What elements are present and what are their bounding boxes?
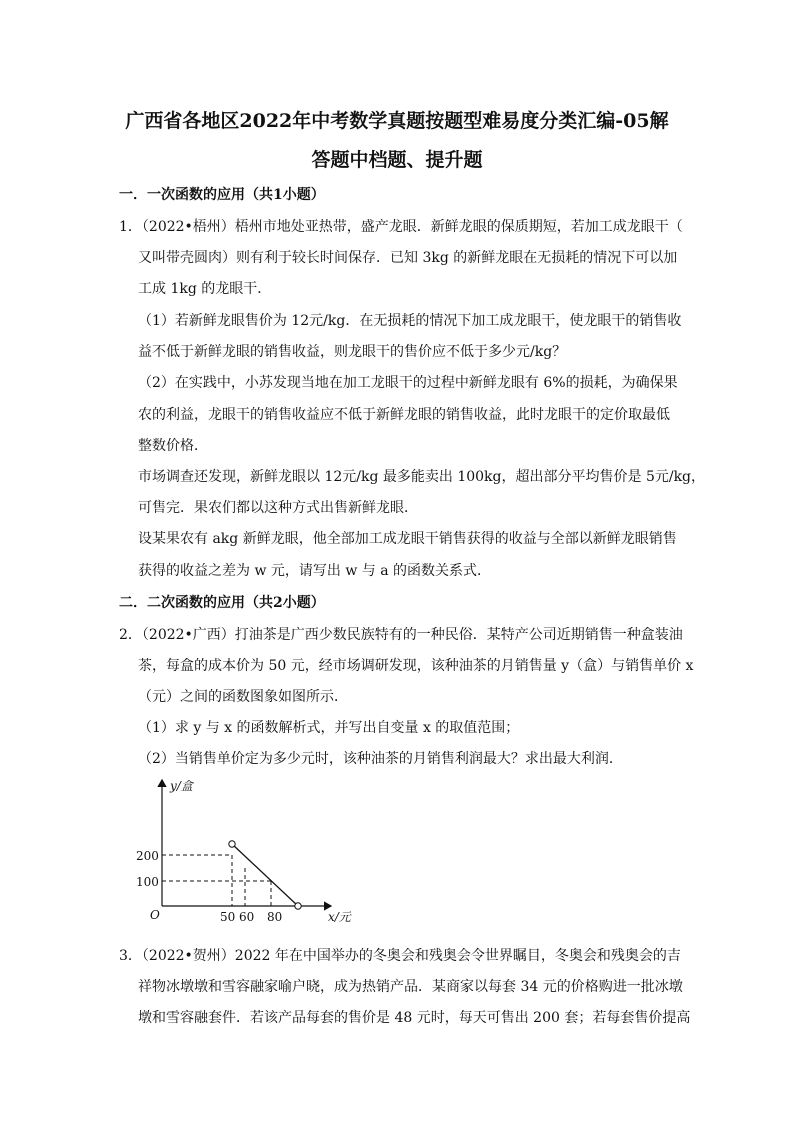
y-tick-label-200: 200 xyxy=(136,849,159,863)
question-2-line: 茶，每盒的成本价为 50 元，经市场调研发现，该种油茶的月销售量 y（盒）与销售单价 x xyxy=(138,658,694,674)
question-1-line: 农的利益，龙眼干的销售收益应不低于新鲜龙眼的销售收益，此时龙眼干的定价取最低 xyxy=(138,407,670,423)
question-1-line: 整数价格． xyxy=(138,438,208,454)
question-1-line: 市场调查还发现，新鲜龙眼以 12元/kg 最多能卖出 100kg，超出部分平均售价是 5元/kg， xyxy=(138,469,706,485)
question-1-line: （2）在实践中，小苏发现当地在加工龙眼干的过程中新鲜龙眼有 6%的损耗，为确保果 xyxy=(138,375,678,391)
y-axis-label: y/盒 xyxy=(170,779,193,793)
question-3-line: 3．（2022•贺州）2022 年在中国举办的冬奥会和残奥会令世界瞩目，冬奥会和残奥会的吉 xyxy=(119,948,681,964)
question-2-line: （2）当销售单价定为多少元时，该种油茶的月销售利润最大？求出最大利润． xyxy=(138,751,623,767)
origin-label: O xyxy=(150,908,160,922)
question-1-line: 获得的收益之差为 w 元，请写出 w 与 a 的函数关系式． xyxy=(138,563,492,579)
x-tick-label-60: 60 xyxy=(239,910,255,924)
question-3-line: 墩和雪容融套件．若该产品每套的售价是 48 元时，每天可售出 200 套；若每套售价提高 xyxy=(138,1010,691,1026)
section-heading-quadratic-function: 二．二次函数的应用（共2小题） xyxy=(119,595,325,611)
question-2-line: 2．（2022•广西）打油茶是广西少数民族特有的一种民俗．某特产公司近期销售一种盒装油 xyxy=(119,627,683,643)
question-1-line: 工成 1kg 的龙眼干． xyxy=(138,281,272,297)
question-2-line: （元）之间的函数图象如图所示． xyxy=(138,689,348,705)
function-line xyxy=(232,844,298,906)
question-1-line: 又叫带壳圆肉）则有利于较长时间保存．已知 3kg 的新鲜龙眼在无损耗的情况下可以加 xyxy=(138,250,678,266)
open-endpoint-start xyxy=(229,841,235,847)
question-1-line: 1．（2022•梧州）梧州市地处亚热带，盛产龙眼．新鲜龙眼的保质期短，若加工成龙眼干（ xyxy=(119,219,683,235)
y-tick-label-100: 100 xyxy=(136,875,159,889)
question-1-line: 益不低于新鲜龙眼的销售收益，则龙眼干的售价应不低于多少元/kg？ xyxy=(138,344,567,360)
section-heading-linear-function: 一．一次函数的应用（共1小题） xyxy=(119,187,325,203)
question-1-line: （1）若新鲜龙眼售价为 12元/kg．在无损耗的情况下加工成龙眼干，使龙眼干的销售收 xyxy=(138,313,682,329)
function-graph xyxy=(136,774,376,924)
question-1-line: 设某果农有 akg 新鲜龙眼，他全部加工成龙眼干销售获得的收益与全部以新鲜龙眼销售 xyxy=(138,531,677,547)
x-axis-label: x/元 xyxy=(328,910,351,924)
document-title-line-2: 答题中档题、提升题 xyxy=(311,149,483,171)
x-tick-label-80: 80 xyxy=(267,910,283,924)
question-2-line: （1）求 y 与 x 的函数解析式，并写出自变量 x 的取值范围； xyxy=(138,720,520,736)
question-1-line: 可售完．果农们都以这种方式出售新鲜龙眼． xyxy=(138,500,418,516)
question-3-line: 祥物冰墩墩和雪容融家喻户晓，成为热销产品．某商家以每套 34 元的价格购进一批冰墩 xyxy=(138,979,683,995)
x-tick-label-50: 50 xyxy=(220,910,236,924)
open-endpoint-end xyxy=(295,903,301,909)
document-title-line-1: 广西省各地区2022年中考数学真题按题型难易度分类汇编-05解 xyxy=(125,110,669,132)
